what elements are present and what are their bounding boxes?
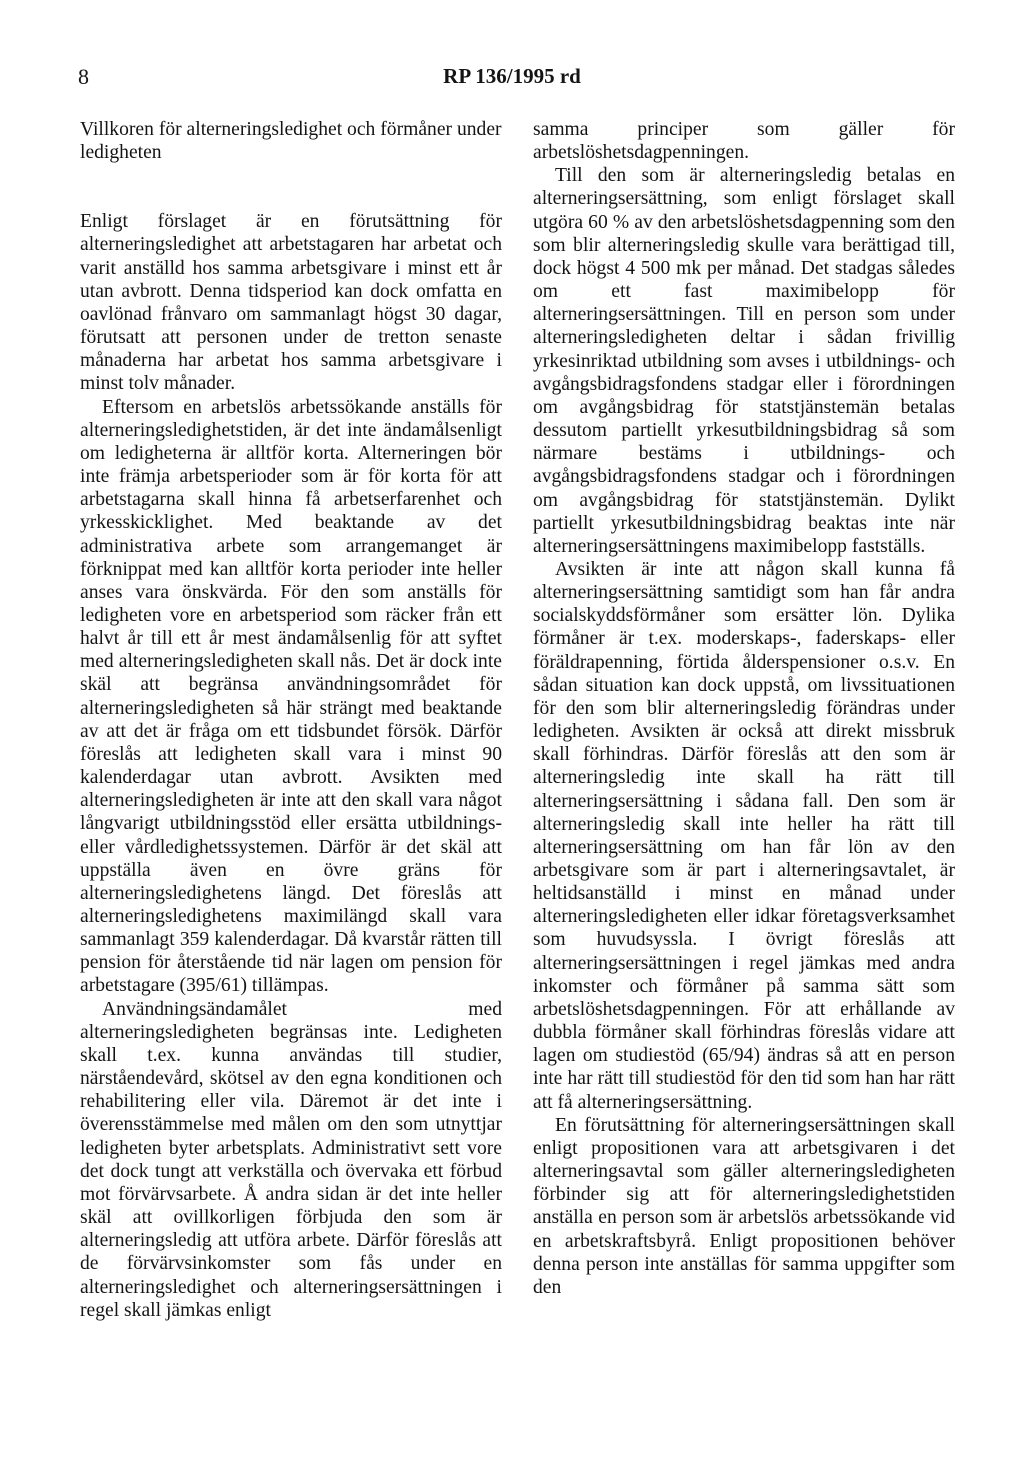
left-column bbox=[80, 118, 502, 1322]
right-column bbox=[533, 118, 955, 1299]
paragraph: samma principer som gäller för arbetslöshetsdagpenningen. bbox=[533, 119, 955, 164]
paragraph: En förutsättning för alterneringsersättningen skall enligt propositionen vara att arbetsgivaren i det alterneringsavtal som gäller alterneringsledigheten förbinder sig att för alterneringsledighetstiden anställa en person som är arbetslös arbetssökande vid en arbetskraftsbyrå. Enligt propositionen behöver denna person inte anställas för samma uppgifter som den bbox=[533, 1114, 955, 1298]
paragraph: Enligt förslaget är en förutsättning för alterneringsledighet att arbetstagaren har arbetat och varit anställd hos samma arbetsgivare i minst ett år utan avbrott. Denna tidsperiod kan dock omfatta en oavlönad frånvaro om sammanlagt högst 30 dagar, förutsatt att personen under de tretton senaste månaderna har arbetat hos samma arbetsgivare i minst tolv månader. bbox=[80, 211, 502, 395]
paragraph: Till den som är alterneringsledig betalas en alterneringsersättning, som enligt förslaget skall utgöra 60 % av den arbetslöshetsdagpenning som den som blir alterneringsledig skulle vara berättigad till, dock högst 4 500 mk per månad. Det stadgas således om ett fast maximibelopp för alterneringsersättningen. Till en person som under alterneringsledigheten deltar i sådan frivillig yrkesinriktad utbildning som avses i utbildnings- och avgångsbidragsfondens stadgar eller i förordningen om avgångsbidrag för statstjänstemän betalas dessutom partiellt yrkesutbildningsbidrag så som närmare bestäms i utbildnings- och avgångsbidragsfondens stadgar och i förordningen om avgångsbidrag för statstjänstemän. Dylikt partiellt yrkesutbildningsbidrag beaktas inte när alterneringsersättningens maximibelopp fastställs. bbox=[533, 165, 955, 557]
paragraph: Eftersom en arbetslös arbetssökande anställs för alterneringsledighetstiden, är det inte ändamålsenligt om ledigheterna är alltför korta. Alterneringen bör inte främja arbetsperioder som är för korta för att arbetstagarna skall hinna få arbetserfarenhet och yrkesskicklighet. Med beaktande av det administrativa arbete som arrangemanget är förknippat med kan alltför korta perioder inte heller anses vara önskvärda. För den som anställs för ledigheten vore en arbetsperiod som räcker från ett halvt år till ett år mest ändamålsenlig för att syftet med alterneringsledigheten skall nås. Det är dock inte skäl att begränsa användningsområdet för alterneringsledigheten så här strängt med beaktande av att det är fråga om ett tidsbundet försök. Därför föreslås att ledigheten skall vara i minst 90 kalenderdagar utan avbrott. Avsikten med alterneringsledigheten är inte att den skall vara något långvarigt utbildningsstöd eller ersätta utbildnings- eller vårdledighetssystemen. Därför är det skäl att uppställa även en övre gräns för alterneringsledighetens längd. Det föreslås att alterneringsledighetens maximilängd skall vara sammanlagt 359 kalenderdagar. Då kvarstår rätten till pension för återstående tid när lagen om pension för arbetstagare (395/61) tillämpas. bbox=[80, 396, 502, 997]
paragraph: Användningsändamålet med alterneringsledigheten begränsas inte. Ledigheten skall t.ex. kunna användas till studier, närståendevård, skötsel av den egna konditionen och rehabilitering eller vila. Däremot är det inte i överensstämmelse med målen om den som utnyttjar ledigheten byter arbetsplats. Administrativt sett vore det dock tungt att verkställa och övervaka ett förbud mot förvärvsarbete. Å andra sidan är det inte heller skäl att ovillkorligen förbjuda den som är alterneringsledig att utföra arbete. Därför föreslås att de förvärvsinkomster som fås under en alterneringsledighet och alterneringsersättningen i regel skall jämkas enligt bbox=[80, 998, 502, 1321]
paragraph: Avsikten är inte att någon skall kunna få alterneringsersättning samtidigt som han får andra socialskyddsförmåner som ersätter lön. Dylika förmåner är t.ex. moderskaps-, faderskaps- eller föräldrapenning, förtida ålderspensioner o.s.v. En sådan situation kan dock uppstå, om livssituationen för den som blir alterneringsledig förändras under ledigheten. Avsikten är också att direkt missbruk skall förhindras. Därför föreslås att den som är alterneringsledig inte skall ha rätt till alterneringsersättning i sådana fall. Den som är alterneringsledig skall inte heller ha rätt till alterneringsersättning om han får lön av den arbetsgivare som är part i alterneringsavtalet, är heltidsanställd i minst en månad under alterneringsledigheten eller idkar företagsverksamhet som huvudsyssla. I övrigt föreslås att alterneringsersättningen i regel jämkas med andra inkomster och förmåner på samma sätt som arbetslöshetsdagpenningen. För att erhållande av dubbla förmåner skall förhindras föreslås vidare att lagen om studiestöd (65/94) ändras så att en person inte har rätt till studiestöd för den tid som han har rätt att få alterneringsersättning. bbox=[533, 558, 955, 1113]
running-head: RP 136/1995 rd bbox=[443, 64, 581, 88]
page-number: 8 bbox=[78, 64, 89, 89]
section-heading: Villkoren för alterneringsledighet och förmåner under ledigheten bbox=[80, 119, 502, 164]
